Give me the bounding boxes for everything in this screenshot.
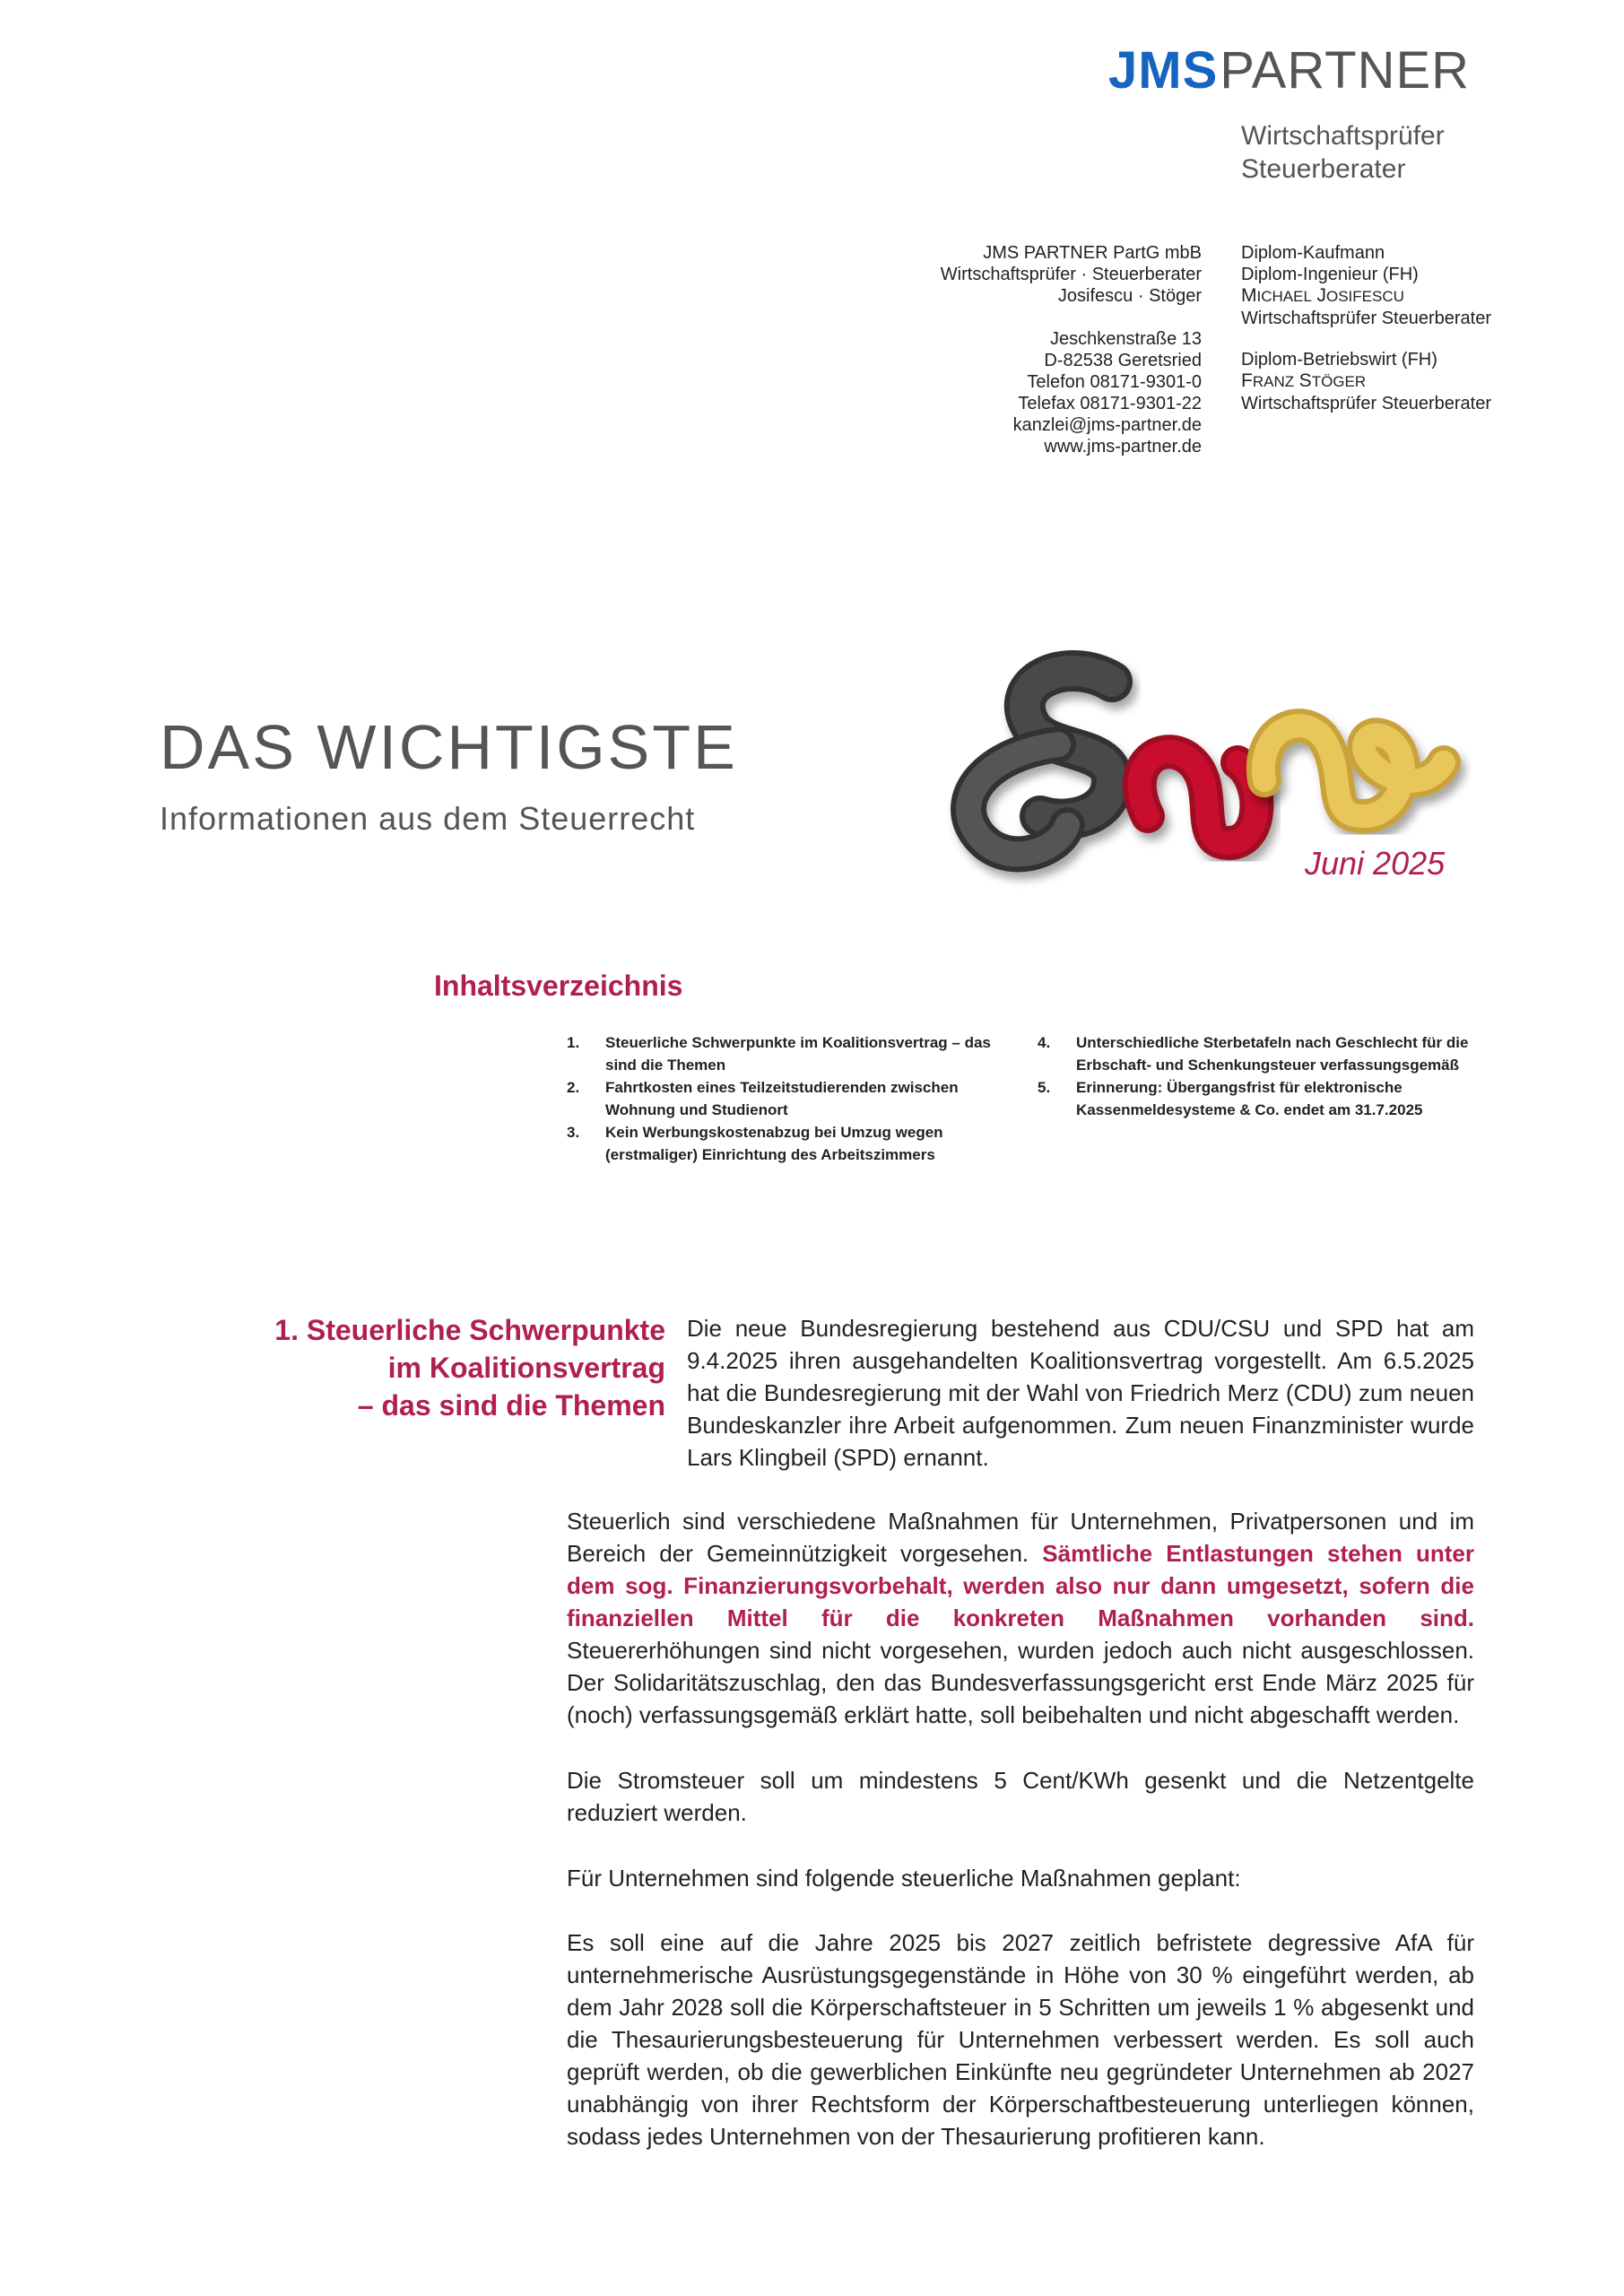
toc-heading: Inhaltsverzeichnis (434, 970, 683, 1002)
company-logo (1108, 41, 1471, 100)
partner2-name: FRANZ STÖGER (1241, 370, 1367, 391)
toc-item-text: Erinnerung: Übergangsfrist für elektronische Kassenmeldesysteme & Co. endet am 31.7.2025 (1076, 1079, 1423, 1118)
firm-name: JMS PARTNER PartG mbB (983, 243, 1202, 263)
partners-block (1241, 242, 1491, 414)
paragraph-sign-red (1140, 752, 1257, 843)
toc-item-text: Steuerliche Schwerpunkte im Koalitionsvertrag – das sind die Themen (605, 1034, 991, 1074)
partner1-title: Wirtschaftsprüfer Steuerberater (1241, 309, 1491, 328)
firm-profession: Wirtschaftsprüfer · Steuerberater (940, 265, 1202, 284)
logo-sub-line1: Wirtschaftsprüfer (1241, 121, 1445, 151)
partner2-title: Wirtschaftsprüfer Steuerberater (1241, 394, 1491, 413)
partner1-degree1: Diplom-Kaufmann (1241, 243, 1385, 263)
partner1-degree2: Diplom-Ingenieur (FH) (1241, 265, 1419, 284)
toc-item-text: Fahrtkosten eines Teilzeitstudierenden zwischen Wohnung und Studienort (605, 1079, 959, 1118)
partner2-degree: Diplom-Betriebswirt (FH) (1241, 350, 1437, 370)
section-1-paragraph-2: Steuerlich sind verschiedene Maßnahmen für Unternehmen, Privatpersonen und im Bereich der Gemeinnützigkeit vorgesehen. Sämtliche Entlastungen stehen unter dem sog. Finanzierungsvorbehalt, werden also nur dann umgesetzt, sofern die finanziellen Mittel für die konkreten Maßnahmen vorhanden sind. Steuererhöhungen sind nicht vorgesehen, wurden jedoch auch nicht ausgeschlossen. Der Solidaritätszuschlag, den das Bundesverfassungsgericht erst Ende März 2025 für (noch) verfassungsgemäß erklärt hatte, soll beibehalten und nicht abgeschafft werden. (567, 1508, 1474, 1728)
toc-item[interactable]: 2. Fahrtkosten eines Teilzeitstudierenden zwischen Wohnung und Studienort (567, 1076, 993, 1121)
firm-partners: Josifescu · Stöger (1057, 286, 1202, 306)
edition-date: Juni 2025 (1305, 845, 1446, 882)
firm-city: D-82538 Geretsried (1044, 351, 1202, 370)
firm-address-block (941, 242, 1202, 457)
section-1-paragraph-5: Es soll eine auf die Jahre 2025 bis 2027 zeitlich befristete degressive AfA für unternehmerische Ausrüstungsgegenstände in Höhe von 30 % eingeführt werden, ab dem Jahr 2028 soll die Körperschaftsteuer in 5 Schritten um jeweils 1 % abgesenkt und die Thesaurierungsbesteuerung für Unternehmen verbessert werden. Es soll auch geprüft werden, ob die gewerblichen Einkünfte neu gegründeter Unternehmen ab 2027 unabhängig von ihrer Rechtsform der Körperschaftbesteuerung unterliegen können, sodass jedes Unternehmen von der Thesaurierung profitieren kann. (567, 1929, 1474, 2150)
highlighted-text: Sämtliche Entlastungen stehen unter dem sog. Finanzierungsvorbehalt, werden also nur dann umgesetzt, sofern die finanziellen Mittel für die konkreten Maßnahmen vorhanden sind. (567, 1540, 1474, 1631)
firm-phone: Telefon 08171-9301-0 (1027, 372, 1202, 392)
firm-fax: Telefax 08171-9301-22 (1018, 394, 1202, 413)
toc-item[interactable]: 1. Steuerliche Schwerpunkte im Koalitionsvertrag – das sind die Themen (567, 1031, 993, 1076)
section-1-heading: 1. Steuerliche Schwerpunkte im Koalitionsvertrag – das sind die Themen (274, 1314, 665, 1422)
logo-jms: JMS (1108, 41, 1219, 100)
paragraph-sign-dark (968, 671, 1112, 854)
logo-partner: PARTNER (1220, 41, 1471, 100)
firm-street: Jeschkenstraße 13 (1050, 329, 1202, 349)
newsletter-title: DAS WICHTIGSTE (160, 712, 738, 782)
partner1-name: MICHAEL JOSIFESCU (1241, 285, 1404, 306)
paragraph-sign-gold (1264, 726, 1444, 816)
section-1-paragraph-1: Die neue Bundesregierung bestehend aus CDU/CSU und SPD hat am 9.4.2025 ihren ausgehandelten Koalitionsvertrag vorgestellt. Am 6.5.2025 hat die Bundesregierung mit der Wahl von Friedrich Merz (CDU) zum neuen Bundeskanzler ihre Arbeit aufgenommen. Zum neuen Finanzminister wurde Lars Klingbeil (SPD) ernannt. (687, 1315, 1474, 1471)
section-1-paragraph-3: Die Stromsteuer soll um mindestens 5 Cent/KWh gesenkt und die Netzentgelte reduziert werden. (567, 1767, 1474, 1826)
toc-item-text: Kein Werbungskostenabzug bei Umzug wegen (erstmaliger) Einrichtung des Arbeitszimmers (605, 1124, 943, 1163)
toc-item[interactable]: 3. Kein Werbungskostenabzug bei Umzug wegen (erstmaliger) Einrichtung des Arbeitszimmers (567, 1121, 993, 1166)
logo-sub-line2: Steuerberater (1241, 154, 1406, 184)
logo-subtitle (1241, 119, 1445, 186)
toc-item-text: Unterschiedliche Sterbetafeln nach Geschlecht für die Erbschaft- und Schenkungsteuer verfassungsgemäß (1076, 1034, 1469, 1074)
toc-column-left (567, 1031, 993, 1166)
toc-item[interactable]: 4. Unterschiedliche Sterbetafeln nach Geschlecht für die Erbschaft- und Schenkungsteuer verfassungsgemäß (1038, 1031, 1477, 1076)
section-1-paragraph-4: Für Unternehmen sind folgende steuerliche Maßnahmen geplant: (567, 1865, 1241, 1892)
newsletter-subtitle: Informationen aus dem Steuerrecht (160, 800, 696, 837)
firm-website-link[interactable]: www.jms-partner.de (1044, 437, 1202, 457)
toc-column-right (1038, 1031, 1477, 1121)
firm-email-link[interactable]: kanzlei@jms-partner.de (1012, 415, 1202, 435)
toc-item[interactable]: 5. Erinnerung: Übergangsfrist für elektronische Kassenmeldesysteme & Co. endet am 31.7.2025 (1038, 1076, 1477, 1121)
